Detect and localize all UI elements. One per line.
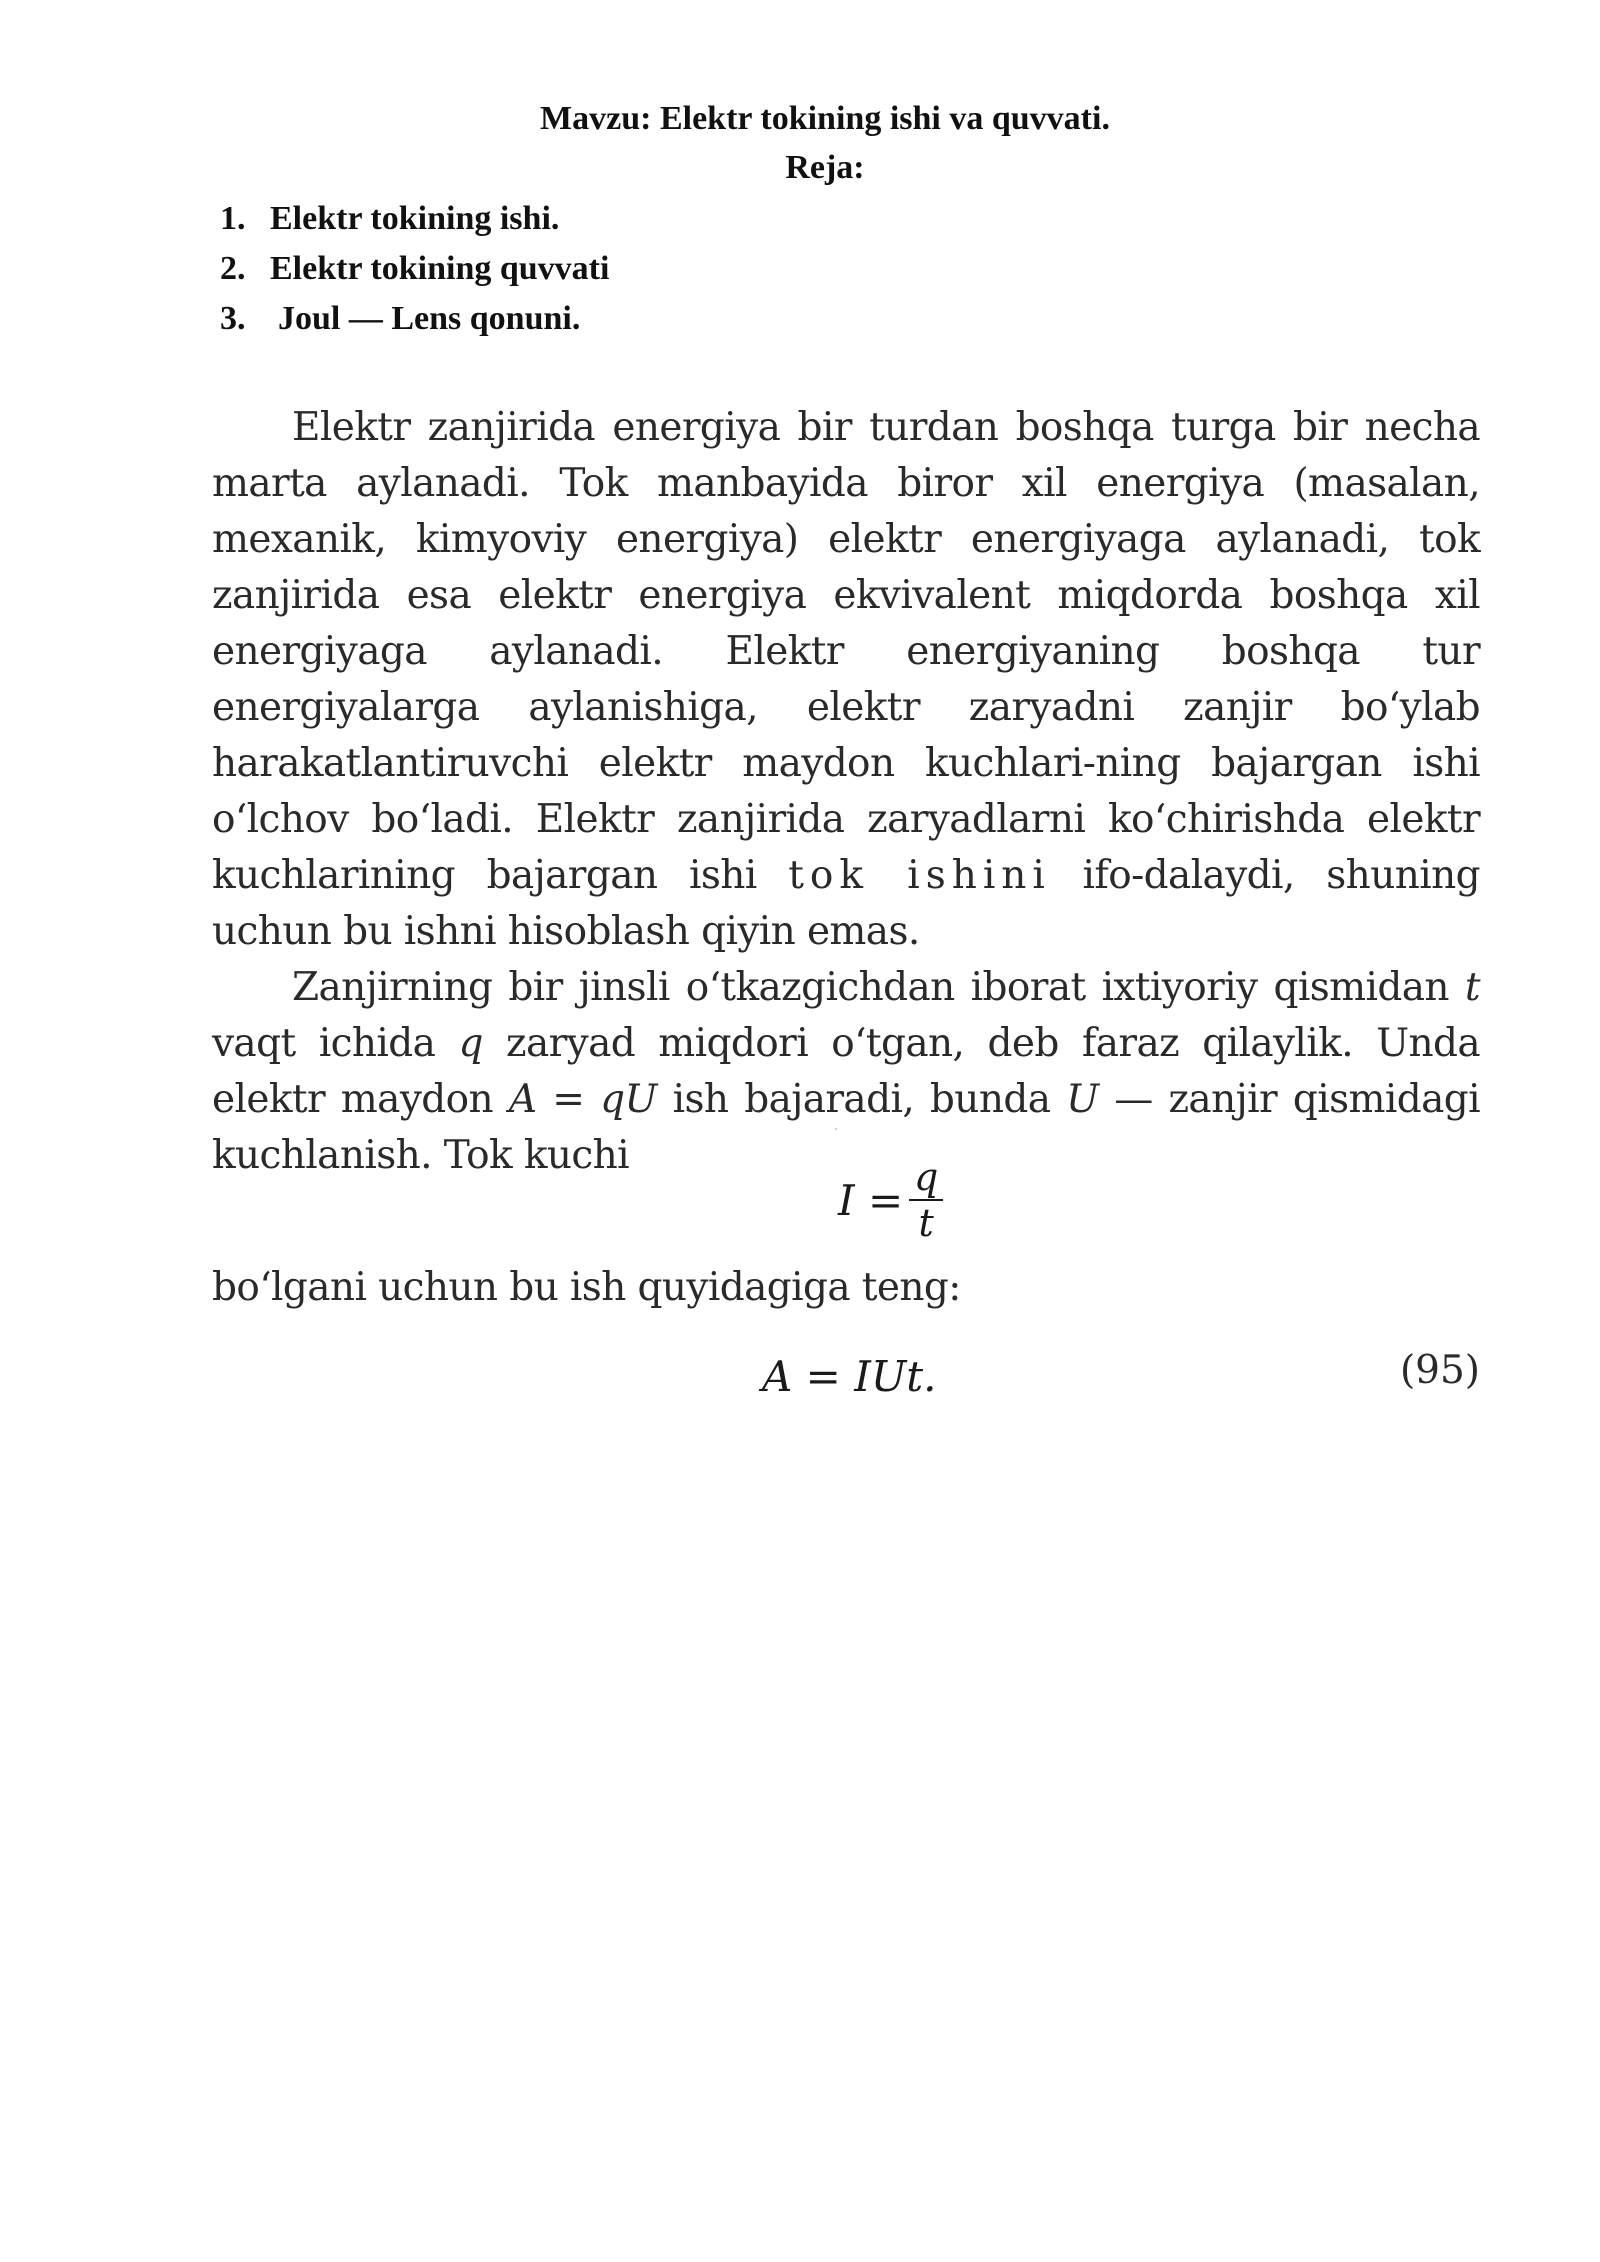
- paragraph-2-text: — zanjir qismidagi kuchlanish. Tok kuchi: [212, 1077, 1480, 1178]
- plan-item-number: 1.: [220, 200, 246, 237]
- plan-item-text: Joul — Lens qonuni.: [278, 300, 581, 337]
- formula-lhs: I =: [838, 1175, 904, 1225]
- fraction-numerator: q: [913, 1155, 939, 1199]
- emphasis-text: tok ishini: [788, 853, 1051, 898]
- current-formula: [838, 1155, 943, 1245]
- body-text: [212, 400, 1480, 1184]
- variable-u: U: [1066, 1077, 1099, 1122]
- paragraph-2-text: ish bajaradi, bunda: [656, 1077, 1067, 1122]
- paragraph-1: [212, 400, 1480, 960]
- plan-item: [220, 194, 609, 244]
- inline-formula: A = qU: [508, 1077, 657, 1122]
- fraction: [909, 1155, 943, 1245]
- paragraph-2-text: zaryad miqdori o‘tgan, deb faraz qilaylik. Unda elektr maydon: [212, 1021, 1481, 1122]
- plan-item: [220, 244, 609, 294]
- work-formula: A = IUt.: [762, 1352, 937, 1401]
- paragraph-2: [212, 960, 1480, 1184]
- variable-q: q: [458, 1021, 483, 1066]
- paragraph-2-text: Zanjirning bir jinsli o‘tkazgichdan iborat ixtiyoriy qismidan: [292, 965, 1465, 1010]
- scan-dot: [835, 1128, 837, 1130]
- plan-item-number: 2.: [220, 250, 246, 287]
- plan-item-text: Elektr tokining quvvati: [270, 250, 610, 287]
- paragraph-1-text-end: ifo-dalaydi, shuning uchun bu ishni hisoblash qiyin emas.: [212, 853, 1480, 954]
- variable-t: t: [1464, 965, 1480, 1010]
- plan-list: [220, 194, 609, 344]
- plan-item: [220, 294, 609, 344]
- paragraph-2-text: vaqt ichida: [212, 1021, 459, 1066]
- fraction-denominator: t: [918, 1201, 934, 1245]
- plan-item-text: Elektr tokining ishi.: [270, 200, 560, 237]
- after-formula-text: bo‘lgani uchun bu ish quyidagiga teng:: [212, 1265, 961, 1310]
- equation-number: (95): [1399, 1348, 1480, 1393]
- plan-heading: Reja:: [785, 149, 865, 186]
- plan-item-number: 3.: [220, 300, 246, 337]
- paragraph-1-text: Elektr zanjirida energiya bir turdan boshqa turga bir necha marta aylanadi. Tok manbayida biror xil energiya (masalan, mexanik, kimyoviy energiya) elektr energiyaga aylanadi, tok zanjirida esa elektr energiya ekvivalent miqdorda boshqa xil energiyaga aylanadi. Elektr energiyaning boshqa tur energiyalarga aylanishiga, elektr zaryadni zanjir bo‘ylab harakatlantiruvchi elektr maydon kuchlari-ning bajargan ishi o‘lchov bo‘ladi. Elektr zanjirida zaryadlarni ko‘chirishda elektr kuchlarining bajargan ishi: [212, 405, 1480, 898]
- page-title: Mavzu: Elektr tokining ishi va quvvati.: [540, 100, 1110, 137]
